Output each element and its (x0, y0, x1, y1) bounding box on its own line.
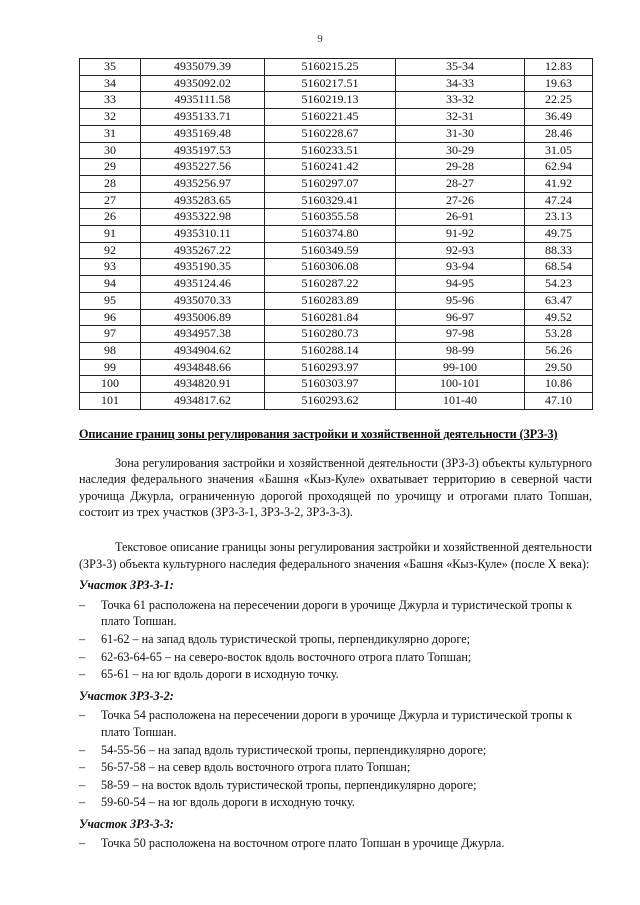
cell-point-number: 28 (80, 175, 141, 192)
cell-x-coordinate: 4934904.62 (141, 342, 265, 359)
cell-point-number: 99 (80, 359, 141, 376)
table-row (80, 276, 593, 293)
document-content (79, 426, 592, 853)
cell-distance: 47.10 (525, 393, 593, 410)
cell-segment: 31-30 (396, 125, 525, 142)
cell-segment: 100-101 (396, 376, 525, 393)
section-heading: Описание границ зоны регулирования застройки и хозяйственной деятельности (ЗРЗ-3) (79, 427, 558, 441)
section-title: Участок ЗРЗ-3-1: (79, 578, 174, 593)
cell-distance: 88.33 (525, 242, 593, 259)
page-number: 9 (317, 33, 323, 45)
cell-point-number: 97 (80, 326, 141, 343)
cell-y-coordinate: 5160283.89 (265, 292, 396, 309)
list-item (79, 707, 592, 740)
cell-y-coordinate: 5160219.13 (265, 92, 396, 109)
cell-x-coordinate: 4935267.22 (141, 242, 265, 259)
cell-x-coordinate: 4935227.56 (141, 159, 265, 176)
list-item-text: 54-55-56 – на запад вдоль туристической тропы, перпендикулярно дороге; (101, 742, 487, 757)
list-item (79, 649, 592, 666)
cell-distance: 56.26 (525, 342, 593, 359)
table-row (80, 192, 593, 209)
cell-y-coordinate: 5160215.25 (265, 59, 396, 76)
section-list (79, 835, 592, 852)
cell-segment: 32-31 (396, 109, 525, 126)
table-row (80, 209, 593, 226)
section-list (79, 597, 592, 683)
cell-x-coordinate: 4935169.48 (141, 125, 265, 142)
list-item (79, 631, 592, 648)
cell-y-coordinate: 5160241.42 (265, 159, 396, 176)
cell-x-coordinate: 4934820.91 (141, 376, 265, 393)
cell-y-coordinate: 5160281.84 (265, 309, 396, 326)
list-marker: – (79, 708, 86, 723)
cell-distance: 63.47 (525, 292, 593, 309)
list-item-text: Точка 54 расположена на пересечении дороги в урочище Джурла и туристической тропы к плато Топшан. (101, 708, 573, 739)
list-marker: – (79, 760, 86, 775)
table-row (80, 59, 593, 76)
cell-point-number: 30 (80, 142, 141, 159)
cell-segment: 34-33 (396, 75, 525, 92)
cell-segment: 30-29 (396, 142, 525, 159)
list-item (79, 794, 592, 811)
cell-segment: 91-92 (396, 226, 525, 243)
list-item (79, 759, 592, 776)
cell-point-number: 33 (80, 92, 141, 109)
table-row (80, 292, 593, 309)
cell-distance: 49.75 (525, 226, 593, 243)
list-item (79, 742, 592, 759)
cell-x-coordinate: 4935197.53 (141, 142, 265, 159)
cell-distance: 29.50 (525, 359, 593, 376)
cell-distance: 23.13 (525, 209, 593, 226)
coordinates-table (79, 58, 593, 410)
cell-y-coordinate: 5160349.59 (265, 242, 396, 259)
cell-distance: 47.24 (525, 192, 593, 209)
cell-y-coordinate: 5160374.80 (265, 226, 396, 243)
section-title: Участок ЗРЗ-3-3: (79, 816, 174, 831)
list-item-text: 62-63-64-65 – на северо-восток вдоль восточного отрога плато Топшан; (101, 649, 472, 664)
cell-segment: 33-32 (396, 92, 525, 109)
table-row (80, 109, 593, 126)
list-marker: – (79, 836, 86, 851)
cell-segment: 35-34 (396, 59, 525, 76)
cell-segment: 26-91 (396, 209, 525, 226)
cell-distance: 12.83 (525, 59, 593, 76)
cell-segment: 29-28 (396, 159, 525, 176)
list-marker: – (79, 777, 86, 792)
cell-distance: 68.54 (525, 259, 593, 276)
cell-segment: 97-98 (396, 326, 525, 343)
table-row (80, 393, 593, 410)
table-row (80, 326, 593, 343)
cell-x-coordinate: 4935283.65 (141, 192, 265, 209)
section-title: Участок ЗРЗ-3-2: (79, 688, 174, 703)
cell-x-coordinate: 4935124.46 (141, 276, 265, 293)
list-marker: – (79, 795, 86, 810)
list-marker: – (79, 649, 86, 664)
cell-segment: 93-94 (396, 259, 525, 276)
list-item (79, 777, 592, 794)
cell-y-coordinate: 5160303.97 (265, 376, 396, 393)
cell-x-coordinate: 4934957.38 (141, 326, 265, 343)
list-item-text: 58-59 – на восток вдоль туристической тропы, перпендикулярно дороге; (101, 777, 477, 792)
cell-point-number: 98 (80, 342, 141, 359)
list-item-text: Точка 61 расположена на пересечении дороги в урочище Джурла и туристической тропы к плато Топшан. (101, 597, 573, 629)
cell-point-number: 31 (80, 125, 141, 142)
cell-x-coordinate: 4935070.33 (141, 292, 265, 309)
cell-point-number: 100 (80, 376, 141, 393)
table-row (80, 159, 593, 176)
cell-y-coordinate: 5160287.22 (265, 276, 396, 293)
cell-point-number: 34 (80, 75, 141, 92)
cell-y-coordinate: 5160228.67 (265, 125, 396, 142)
cell-segment: 28-27 (396, 175, 525, 192)
table-row (80, 376, 593, 393)
table-row (80, 342, 593, 359)
cell-y-coordinate: 5160297.07 (265, 175, 396, 192)
cell-segment: 94-95 (396, 276, 525, 293)
list-marker: – (79, 742, 86, 757)
table-row (80, 92, 593, 109)
cell-distance: 19.63 (525, 75, 593, 92)
table-row (80, 125, 593, 142)
list-item-text: 65-61 – на юг вдоль дороги в исходную точку. (101, 667, 339, 682)
cell-y-coordinate: 5160280.73 (265, 326, 396, 343)
cell-distance: 28.46 (525, 125, 593, 142)
cell-distance: 10.86 (525, 376, 593, 393)
table-row (80, 259, 593, 276)
cell-segment: 101-40 (396, 393, 525, 410)
cell-y-coordinate: 5160288.14 (265, 342, 396, 359)
cell-segment: 27-26 (396, 192, 525, 209)
cell-distance: 31.05 (525, 142, 593, 159)
table-row (80, 226, 593, 243)
cell-point-number: 35 (80, 59, 141, 76)
cell-point-number: 95 (80, 292, 141, 309)
cell-point-number: 96 (80, 309, 141, 326)
list-item-text: 59-60-54 – на юг вдоль дороги в исходную точку. (101, 795, 355, 810)
cell-x-coordinate: 4935256.97 (141, 175, 265, 192)
cell-x-coordinate: 4935310.11 (141, 226, 265, 243)
cell-y-coordinate: 5160217.51 (265, 75, 396, 92)
zone-sections (79, 577, 592, 852)
cell-point-number: 26 (80, 209, 141, 226)
cell-segment: 92-93 (396, 242, 525, 259)
cell-segment: 96-97 (396, 309, 525, 326)
cell-point-number: 29 (80, 159, 141, 176)
cell-distance: 36.49 (525, 109, 593, 126)
list-item-text: Точка 50 расположена на восточном отроге плато Топшан в урочище Джурла. (101, 836, 505, 851)
cell-segment: 99-100 (396, 359, 525, 376)
cell-x-coordinate: 4935092.02 (141, 75, 265, 92)
list-marker: – (79, 667, 86, 682)
cell-x-coordinate: 4935006.89 (141, 309, 265, 326)
cell-y-coordinate: 5160329.41 (265, 192, 396, 209)
section-list (79, 707, 592, 811)
cell-y-coordinate: 5160293.97 (265, 359, 396, 376)
intro-paragraph: Зона регулирования застройки и хозяйственной деятельности (ЗРЗ-3) объекты культурного наследия федерального значения «Башня «Кыз-Куле» охватывает территорию в северной части урочища Джурла, ограниченную дорогой проходящей по урочищу и отрогами плато Топшан, состоит из трех участков (ЗРЗ-3-1, ЗРЗ-3-2, ЗРЗ-3-3). (79, 455, 592, 520)
cell-distance: 49.52 (525, 309, 593, 326)
cell-point-number: 91 (80, 226, 141, 243)
list-marker: – (79, 631, 86, 646)
list-item (79, 835, 592, 852)
cell-distance: 53.28 (525, 326, 593, 343)
table-row (80, 242, 593, 259)
cell-segment: 98-99 (396, 342, 525, 359)
cell-distance: 22.25 (525, 92, 593, 109)
cell-point-number: 32 (80, 109, 141, 126)
cell-distance: 54.23 (525, 276, 593, 293)
cell-y-coordinate: 5160306.08 (265, 259, 396, 276)
cell-x-coordinate: 4935133.71 (141, 109, 265, 126)
cell-y-coordinate: 5160355.58 (265, 209, 396, 226)
description-paragraph: Текстовое описание границы зоны регулирования застройки и хозяйственной деятельности (ЗРЗ-3) объекта культурного наследия федерального значения «Башня «Кыз-Куле» (после X века): (79, 539, 592, 571)
coordinates-table-body (80, 59, 593, 410)
table-row (80, 75, 593, 92)
cell-x-coordinate: 4935190.35 (141, 259, 265, 276)
cell-y-coordinate: 5160221.45 (265, 109, 396, 126)
cell-point-number: 27 (80, 192, 141, 209)
cell-x-coordinate: 4935322.98 (141, 209, 265, 226)
list-item (79, 597, 592, 630)
list-item-text: 56-57-58 – на север вдоль восточного отрога плато Топшан; (101, 760, 411, 775)
cell-segment: 95-96 (396, 292, 525, 309)
cell-point-number: 101 (80, 393, 141, 410)
cell-distance: 41.92 (525, 175, 593, 192)
list-marker: – (79, 597, 86, 612)
cell-x-coordinate: 4934817.62 (141, 393, 265, 410)
cell-x-coordinate: 4935079.39 (141, 59, 265, 76)
table-row (80, 359, 593, 376)
list-item (79, 666, 592, 683)
cell-y-coordinate: 5160293.62 (265, 393, 396, 410)
cell-point-number: 94 (80, 276, 141, 293)
cell-point-number: 92 (80, 242, 141, 259)
table-row (80, 175, 593, 192)
table-row (80, 142, 593, 159)
cell-x-coordinate: 4935111.58 (141, 92, 265, 109)
cell-x-coordinate: 4934848.66 (141, 359, 265, 376)
list-item-text: 61-62 – на запад вдоль туристической тропы, перпендикулярно дороге; (101, 631, 470, 646)
cell-distance: 62.94 (525, 159, 593, 176)
cell-y-coordinate: 5160233.51 (265, 142, 396, 159)
table-row (80, 309, 593, 326)
cell-point-number: 93 (80, 259, 141, 276)
